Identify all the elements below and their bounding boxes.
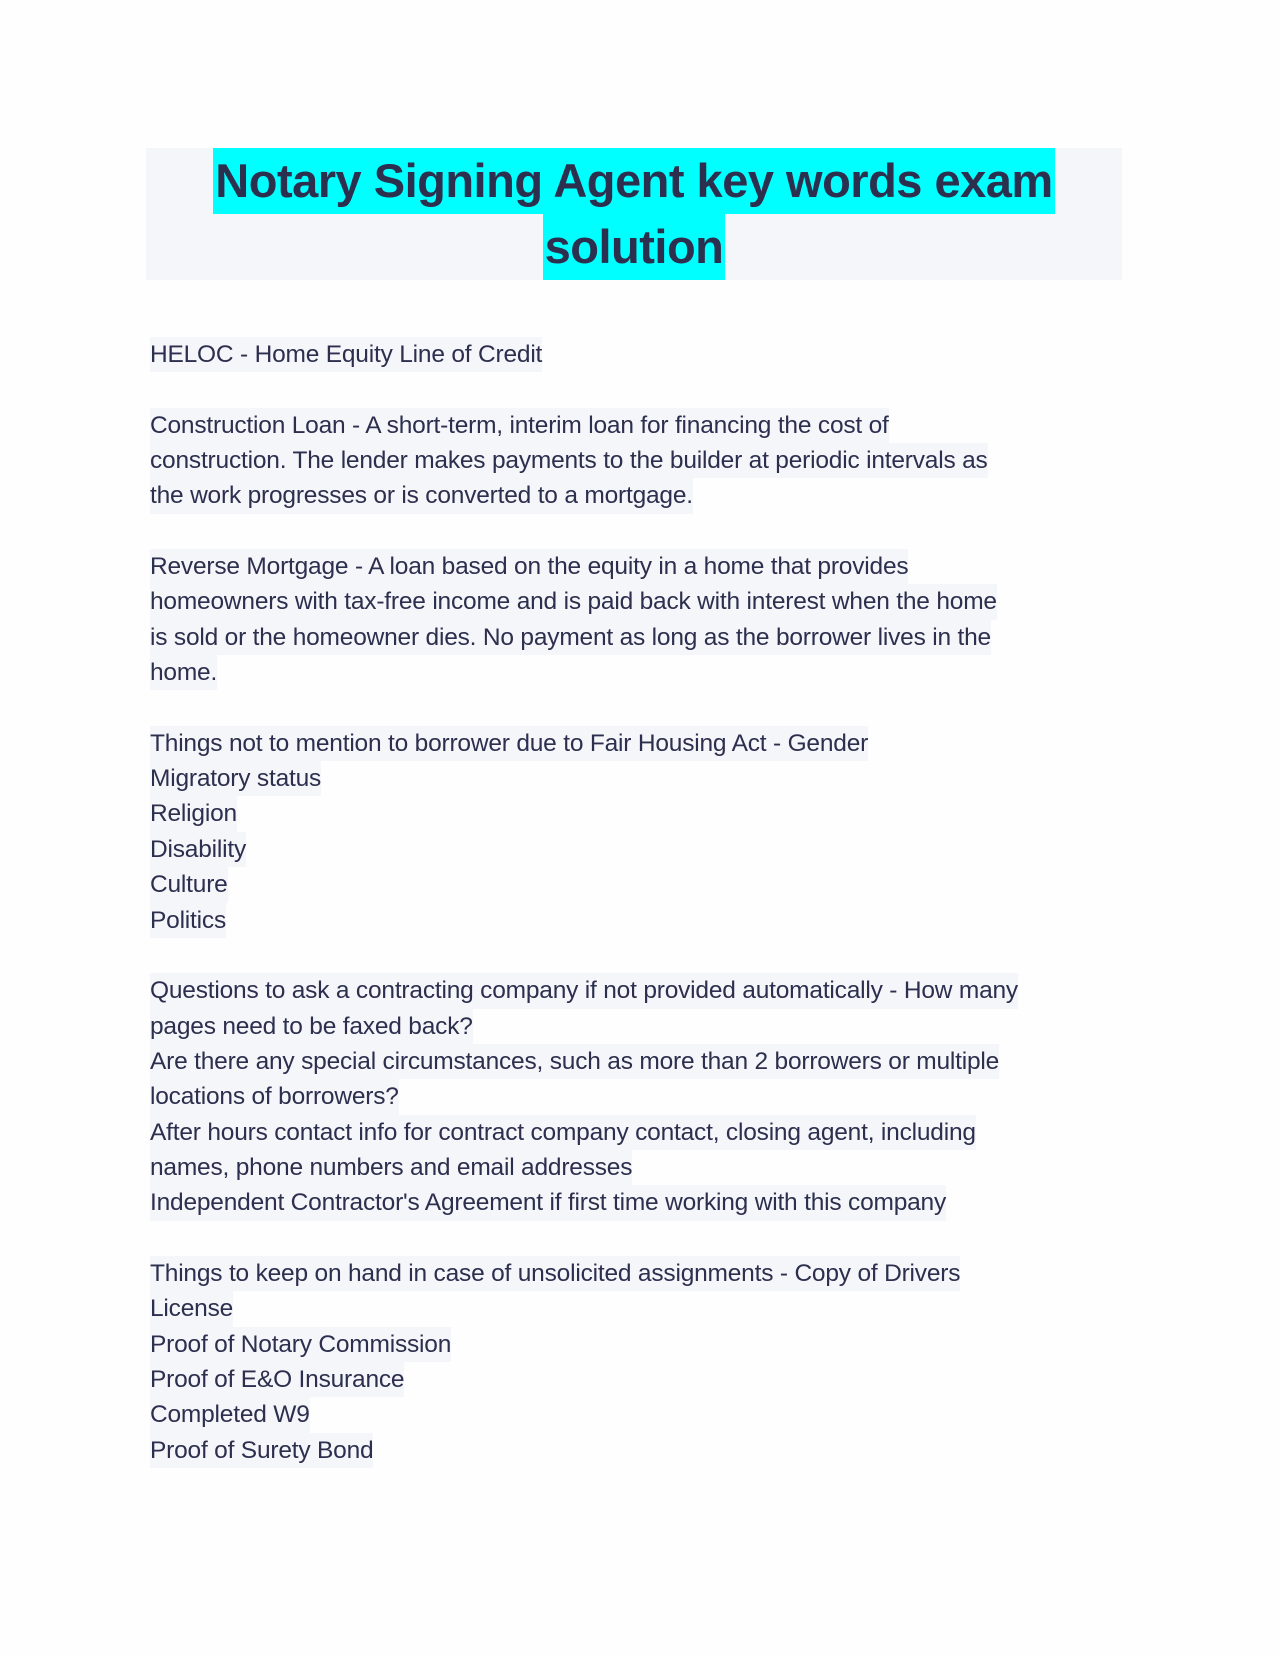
text-line xyxy=(150,1327,1140,1362)
title-text: solution xyxy=(543,214,726,280)
text-line xyxy=(150,1291,1140,1326)
text-line xyxy=(150,903,1140,938)
text-line-content: Things not to mention to borrower due to Fair Housing Act - Gender xyxy=(150,726,868,761)
text-line xyxy=(150,1115,1140,1150)
text-line xyxy=(150,761,1140,796)
text-line-content: Independent Contractor's Agreement if first time working with this company xyxy=(150,1185,946,1220)
text-line-content: Construction Loan - A short-term, interim loan for financing the cost of xyxy=(150,408,889,443)
text-line-content: construction. The lender makes payments to the builder at periodic intervals as xyxy=(150,443,988,478)
paragraph xyxy=(150,408,1140,514)
text-line xyxy=(150,620,1140,655)
text-line xyxy=(150,478,1140,513)
text-line-content: Disability xyxy=(150,832,246,867)
text-line xyxy=(150,655,1140,690)
text-line-content: Culture xyxy=(150,867,228,902)
text-line xyxy=(150,549,1140,584)
text-line-content: Religion xyxy=(150,796,237,831)
text-line-content: HELOC - Home Equity Line of Credit xyxy=(150,337,542,372)
text-line xyxy=(150,726,1140,761)
text-line-content: locations of borrowers? xyxy=(150,1079,399,1114)
title-text: Notary Signing Agent key words exam xyxy=(213,148,1054,214)
text-line xyxy=(150,408,1140,443)
text-line xyxy=(150,443,1140,478)
title-line xyxy=(146,214,1122,280)
text-line xyxy=(150,1185,1140,1220)
text-line-content: names, phone numbers and email addresses xyxy=(150,1150,632,1185)
paragraph xyxy=(150,726,1140,938)
text-line xyxy=(150,1044,1140,1079)
text-line-content: the work progresses or is converted to a mortgage. xyxy=(150,478,693,513)
text-line xyxy=(150,1256,1140,1291)
text-line xyxy=(150,1079,1140,1114)
text-line-content: pages need to be faxed back? xyxy=(150,1009,473,1044)
text-line-content: Reverse Mortgage - A loan based on the equity in a home that provides xyxy=(150,549,908,584)
text-line-content: Proof of E&O Insurance xyxy=(150,1362,404,1397)
text-line xyxy=(150,867,1140,902)
paragraph xyxy=(150,1256,1140,1468)
document-title xyxy=(146,148,1122,280)
text-line-content: Things to keep on hand in case of unsolicited assignments - Copy of Drivers xyxy=(150,1256,960,1291)
text-line-content: Proof of Surety Bond xyxy=(150,1433,373,1468)
document-body xyxy=(150,337,1140,1503)
text-line-content: Proof of Notary Commission xyxy=(150,1327,451,1362)
text-line xyxy=(150,337,1140,372)
text-line xyxy=(150,1397,1140,1432)
paragraph xyxy=(150,337,1140,372)
text-line-content: Questions to ask a contracting company if not provided automatically - How many xyxy=(150,973,1018,1008)
text-line xyxy=(150,1150,1140,1185)
text-line-content: Migratory status xyxy=(150,761,321,796)
text-line-content: License xyxy=(150,1291,233,1326)
text-line xyxy=(150,584,1140,619)
text-line xyxy=(150,1009,1140,1044)
text-line xyxy=(150,973,1140,1008)
title-line xyxy=(146,148,1122,214)
text-line xyxy=(150,1362,1140,1397)
paragraph xyxy=(150,549,1140,690)
text-line xyxy=(150,832,1140,867)
text-line xyxy=(150,796,1140,831)
text-line-content: Completed W9 xyxy=(150,1397,310,1432)
text-line-content: home. xyxy=(150,655,217,690)
text-line-content: Politics xyxy=(150,903,226,938)
text-line xyxy=(150,1433,1140,1468)
text-line-content: Are there any special circumstances, such as more than 2 borrowers or multiple xyxy=(150,1044,999,1079)
text-line-content: is sold or the homeowner dies. No payment as long as the borrower lives in the xyxy=(150,620,991,655)
text-line-content: After hours contact info for contract company contact, closing agent, including xyxy=(150,1115,976,1150)
paragraph xyxy=(150,973,1140,1220)
text-line-content: homeowners with tax-free income and is paid back with interest when the home xyxy=(150,584,997,619)
